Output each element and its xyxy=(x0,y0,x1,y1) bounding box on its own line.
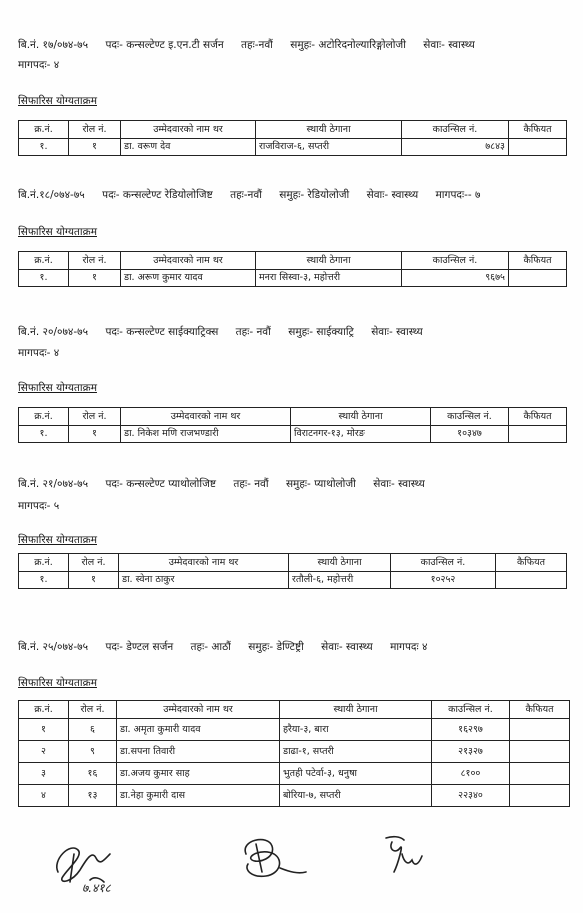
section-5-recommend-title: सिफारिस योग्यताक्रम xyxy=(18,677,97,689)
group: समुहः- अटोरिदनोल्यारिङ्गोलोजी xyxy=(290,39,406,51)
signature-drawings xyxy=(0,820,583,900)
section-3-table xyxy=(18,407,567,443)
col-roll: रोल नं. xyxy=(69,554,119,572)
col-name: उम्मेदवारको नाम थर xyxy=(117,701,280,719)
section-4-table xyxy=(18,553,567,589)
cell-council: ७८४३ xyxy=(402,139,509,156)
level: तहः- नवौं xyxy=(235,326,271,338)
section-3-header xyxy=(18,325,423,339)
col-council: काउन्सिल नं. xyxy=(431,408,509,426)
cell-roll: ९ xyxy=(69,741,117,763)
col-sn: क्र.नं. xyxy=(19,554,69,572)
service: सेवाः- स्वास्थ्य xyxy=(321,641,373,653)
cell-name: डा. निकेश मणि राजभण्डारी xyxy=(121,426,291,443)
post: पदः- डेण्टल सर्जन xyxy=(105,641,174,653)
cell-name: डा.नेहा कुमारी दास xyxy=(117,785,280,807)
col-remarks: कैफियत xyxy=(509,121,567,139)
group: समुहः- साईक्याट्रि xyxy=(288,326,354,338)
col-remarks: कैफियत xyxy=(509,252,567,270)
table-row xyxy=(19,270,567,287)
cell-council: ८१०० xyxy=(432,763,510,785)
service: सेवाः- स्वास्थ्य xyxy=(423,39,475,51)
col-address: स्थायी ठेगाना xyxy=(280,701,432,719)
cell-address: विराटनगर-१३, मोरङ xyxy=(291,426,431,443)
table-header-row xyxy=(19,121,567,139)
cell-roll: १ xyxy=(69,139,121,156)
vacancy-number: बि.नं.१८/०७४-७५ xyxy=(18,189,85,201)
service: सेवाः- स्वास्थ्य xyxy=(373,478,425,490)
group: समुहः- रेडियोलोजी xyxy=(279,189,350,201)
cell-roll: १६ xyxy=(69,763,117,785)
col-sn: क्र.नं. xyxy=(19,701,69,719)
col-remarks: कैफियत xyxy=(496,554,567,572)
section-4-header xyxy=(18,477,425,491)
section-1-header xyxy=(18,38,475,52)
table-row xyxy=(19,741,570,763)
col-name: उम्मेदवारको नाम थर xyxy=(121,408,291,426)
col-address: स्थायी ठेगाना xyxy=(289,554,391,572)
cell-roll: १ xyxy=(69,426,121,443)
demand: मागपदः-- ७ xyxy=(435,189,481,201)
demand: मागपदः ४ xyxy=(390,641,428,653)
section-1-demand: मागपदः- ४ xyxy=(18,59,60,71)
section-3-demand: मागपदः- ४ xyxy=(18,347,60,359)
vacancy-number: बि.नं. २०/०७४-७५ xyxy=(18,326,89,338)
cell-remarks xyxy=(510,719,570,741)
col-roll: रोल नं. xyxy=(69,408,121,426)
cell-address: डाढा-१, सप्तरी xyxy=(280,741,432,763)
table-row xyxy=(19,426,567,443)
col-name: उम्मेदवारको नाम थर xyxy=(119,554,289,572)
section-4-recommend-title: सिफारिस योग्यताक्रम xyxy=(18,534,97,546)
table-row xyxy=(19,719,570,741)
col-council: काउन्सिल नं. xyxy=(391,554,496,572)
cell-sn: १. xyxy=(19,139,69,156)
cell-name: डा.सपना तिवारी xyxy=(117,741,280,763)
vacancy-number: बि.नं. २५/०७४-७५ xyxy=(18,641,89,653)
cell-name: डा. अरूण कुमार यादव xyxy=(121,270,256,287)
vacancy-number: बि.नं. १७/०७४-७५ xyxy=(18,39,89,51)
cell-remarks xyxy=(509,139,567,156)
col-roll: रोल नं. xyxy=(69,121,121,139)
cell-roll: १ xyxy=(69,572,119,589)
col-council: काउन्सिल नं. xyxy=(402,121,509,139)
cell-address: हरैया-३, बारा xyxy=(280,719,432,741)
level: तहः- आठौं xyxy=(190,641,231,653)
signature-1 xyxy=(57,848,112,895)
col-remarks: कैफियत xyxy=(510,701,570,719)
cell-remarks xyxy=(509,426,567,443)
level: तहः-नवौं xyxy=(230,189,262,201)
section-2-recommend-title: सिफारिस योग्यताक्रम xyxy=(18,226,97,238)
section-2-header xyxy=(18,188,480,202)
table-header-row xyxy=(19,554,567,572)
cell-address: बोरिया-७, सप्तरी xyxy=(280,785,432,807)
section-3-recommend-title: सिफारिस योग्यताक्रम xyxy=(18,382,97,394)
cell-address: मनरा सिस्वा-३, महोत्तरी xyxy=(256,270,402,287)
cell-council: १०२५२ xyxy=(391,572,496,589)
post: पदः- कन्सल्टेण्ट प्याथोलोजिष्ट xyxy=(105,478,217,490)
section-2-table xyxy=(18,251,567,287)
cell-sn: ४ xyxy=(19,785,69,807)
col-council: काउन्सिल नं. xyxy=(432,701,510,719)
cell-sn: १. xyxy=(19,426,69,443)
cell-remarks xyxy=(510,763,570,785)
col-address: स्थायी ठेगाना xyxy=(256,252,402,270)
section-1-table xyxy=(18,120,567,156)
service: सेवाः- स्वास्थ्य xyxy=(371,326,423,338)
signatures-area xyxy=(0,820,583,900)
cell-roll: १ xyxy=(69,270,121,287)
post: पदः- कन्सल्टेण्ट साईक्याट्रिक्स xyxy=(105,326,219,338)
signature-2 xyxy=(245,840,306,877)
section-1-recommend-title: सिफारिस योग्यताक्रम xyxy=(18,95,97,107)
cell-remarks xyxy=(510,741,570,763)
cell-sn: १. xyxy=(19,572,69,589)
col-name: उम्मेदवारको नाम थर xyxy=(121,121,256,139)
cell-council: १६२९७ xyxy=(432,719,510,741)
table-header-row xyxy=(19,408,567,426)
level: तहः-नवौं xyxy=(241,39,273,51)
cell-address: रतौली-६, महोत्तरी xyxy=(289,572,391,589)
cell-remarks xyxy=(509,270,567,287)
cell-remarks xyxy=(496,572,567,589)
cell-name: डा.अजय कुमार साह xyxy=(117,763,280,785)
signature-3 xyxy=(386,837,422,872)
cell-remarks xyxy=(510,785,570,807)
table-row xyxy=(19,785,570,807)
col-address: स्थायी ठेगाना xyxy=(256,121,402,139)
section-5-header xyxy=(18,640,427,654)
cell-roll: १३ xyxy=(69,785,117,807)
table-header-row xyxy=(19,252,567,270)
cell-roll: ६ xyxy=(69,719,117,741)
table-row xyxy=(19,139,567,156)
table-row xyxy=(19,572,567,589)
cell-name: डा. स्वेना ठाकुर xyxy=(119,572,289,589)
table-row xyxy=(19,763,570,785)
cell-sn: १. xyxy=(19,270,69,287)
cell-name: डा. अमृता कुमारी यादव xyxy=(117,719,280,741)
table-header-row xyxy=(19,701,570,719)
cell-address: भुतही पटेर्वा-३, धनुषा xyxy=(280,763,432,785)
cell-name: डा. वरूण देव xyxy=(121,139,256,156)
cell-sn: १ xyxy=(19,719,69,741)
col-sn: क्र.नं. xyxy=(19,408,69,426)
col-sn: क्र.नं. xyxy=(19,121,69,139)
cell-council: १०३४७ xyxy=(431,426,509,443)
section-5-table xyxy=(18,700,570,807)
col-name: उम्मेदवारको नाम थर xyxy=(121,252,256,270)
vacancy-number: बि.नं. २१/०७४-७५ xyxy=(18,478,89,490)
cell-sn: २ xyxy=(19,741,69,763)
cell-sn: ३ xyxy=(19,763,69,785)
col-council: काउन्सिल नं. xyxy=(402,252,509,270)
post: पदः- कन्सल्टेण्ट इ.एन.टी सर्जन xyxy=(105,39,224,51)
col-remarks: कैफियत xyxy=(509,408,567,426)
level: तहः- नवौं xyxy=(233,478,269,490)
col-sn: क्र.नं. xyxy=(19,252,69,270)
svg-text:७.४१८: ७.४१८ xyxy=(82,881,111,895)
group: समुहः- प्याथोलोजी xyxy=(285,478,356,490)
cell-address: राजविराज-६, सप्तरी xyxy=(256,139,402,156)
cell-council: २१३२७ xyxy=(432,741,510,763)
col-roll: रोल नं. xyxy=(69,252,121,270)
cell-council: ९६७५ xyxy=(402,270,509,287)
group: समुहः- डेण्टिष्ट्री xyxy=(248,641,304,653)
service: सेवाः- स्वास्थ्य xyxy=(366,189,419,201)
cell-council: २२३४० xyxy=(432,785,510,807)
col-roll: रोल नं. xyxy=(69,701,117,719)
col-address: स्थायी ठेगाना xyxy=(291,408,431,426)
post: पदः- कन्सल्टेण्ट रेडियोलोजिष्ट xyxy=(102,189,213,201)
section-4-demand: मागपदः- ५ xyxy=(18,500,60,512)
